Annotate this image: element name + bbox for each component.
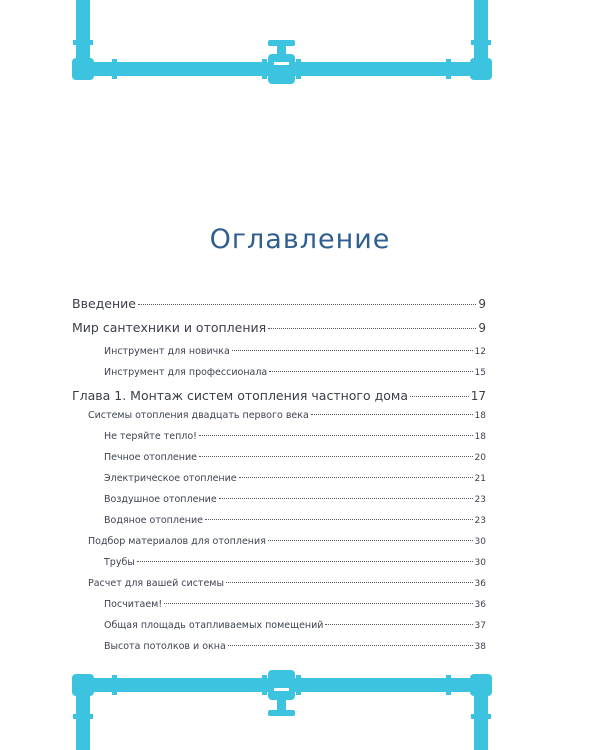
toc-entry[interactable]	[104, 620, 486, 631]
toc-entry[interactable]	[104, 599, 486, 610]
page-title: Оглавление	[209, 224, 391, 255]
toc-leader-dots	[311, 414, 473, 415]
toc-entry-page: 38	[474, 642, 486, 652]
toc-entry-title: Посчитаем!	[104, 599, 163, 610]
toc-leader-dots	[219, 498, 473, 499]
toc-leader-dots	[269, 371, 472, 372]
toc-entry-title: Подбор материалов для отопления	[88, 536, 266, 547]
toc-leader-dots	[164, 603, 472, 604]
toc-entry-page: 9	[478, 321, 486, 335]
toc-entry-page: 12	[474, 347, 486, 357]
toc-entry[interactable]	[104, 557, 486, 568]
toc-entry-page: 15	[474, 368, 486, 378]
bottom-pipe-decoration	[0, 668, 600, 750]
toc-leader-dots	[268, 540, 473, 541]
toc-entry-page: 18	[474, 432, 486, 442]
toc-leader-dots	[199, 435, 473, 436]
toc-entry[interactable]	[88, 536, 486, 547]
toc-entry-title: Высота потолков и окна	[104, 641, 226, 652]
valve-highlight	[274, 62, 289, 65]
toc-entry[interactable]	[104, 367, 486, 378]
toc-entry-page: 36	[474, 600, 486, 610]
toc-entry[interactable]	[88, 578, 486, 589]
toc-entry[interactable]	[104, 515, 486, 526]
toc-entry[interactable]	[104, 494, 486, 505]
toc-entry[interactable]	[104, 641, 486, 652]
toc-entry-page: 30	[474, 537, 486, 547]
toc-entry-page: 17	[470, 389, 486, 403]
valve-highlight	[274, 688, 289, 691]
toc-entry-page: 23	[474, 516, 486, 526]
toc-entry[interactable]	[88, 410, 486, 421]
toc-leader-dots	[137, 561, 473, 562]
toc-entry-title: Трубы	[104, 557, 135, 568]
toc-entry-page: 20	[474, 453, 486, 463]
bottom-pipe-group	[72, 670, 492, 750]
toc-entry-title: Общая площадь отапливаемых помещений	[104, 620, 324, 631]
toc-leader-dots	[325, 624, 472, 625]
toc-entry[interactable]	[104, 473, 486, 484]
toc-entry[interactable]	[104, 431, 486, 442]
toc-leader-dots	[268, 328, 476, 329]
toc-entry-title: Не теряйте тепло!	[104, 431, 197, 442]
toc-entry-title: Электрическое отопление	[104, 473, 237, 484]
toc-entry-title: Воздушное отопление	[104, 494, 217, 505]
toc-entry-title: Инструмент для профессионала	[104, 367, 268, 378]
toc-entry-page: 30	[474, 558, 486, 568]
toc-entry-page: 23	[474, 495, 486, 505]
toc-entry[interactable]	[72, 296, 486, 311]
toc-entry-title: Расчет для вашей системы	[88, 578, 224, 589]
toc-entry[interactable]	[72, 320, 486, 335]
toc-entry[interactable]	[72, 388, 486, 403]
toc-entry[interactable]	[104, 346, 486, 357]
top-pipe-group	[72, 0, 492, 84]
toc-entry[interactable]	[104, 452, 486, 463]
toc-leader-dots	[239, 477, 473, 478]
toc-entry-title: Водяное отопление	[104, 515, 204, 526]
toc-leader-dots	[226, 582, 473, 583]
toc-leader-dots	[199, 456, 473, 457]
top-pipe-decoration	[0, 0, 600, 100]
toc-entry-title: Введение	[72, 296, 136, 311]
toc-entry-title: Глава 1. Монтаж систем отопления частного дома	[72, 388, 409, 403]
toc-leader-dots	[228, 645, 473, 646]
toc-entry-page: 36	[474, 579, 486, 589]
toc-entry-title: Мир сантехники и отопления	[72, 320, 267, 335]
toc-entry-page: 37	[474, 621, 486, 631]
toc-leader-dots	[205, 519, 473, 520]
toc-entry-page: 21	[474, 474, 486, 484]
toc-entry-title: Системы отопления двадцать первого века	[88, 410, 309, 421]
toc-entry-page: 9	[478, 297, 486, 311]
toc-leader-dots	[410, 396, 469, 397]
toc-leader-dots	[232, 350, 473, 351]
toc-entry-title: Печное отопление	[104, 452, 198, 463]
toc-leader-dots	[138, 304, 476, 305]
toc-entry-title: Инструмент для новичка	[104, 346, 230, 357]
toc-entry-page: 18	[474, 411, 486, 421]
